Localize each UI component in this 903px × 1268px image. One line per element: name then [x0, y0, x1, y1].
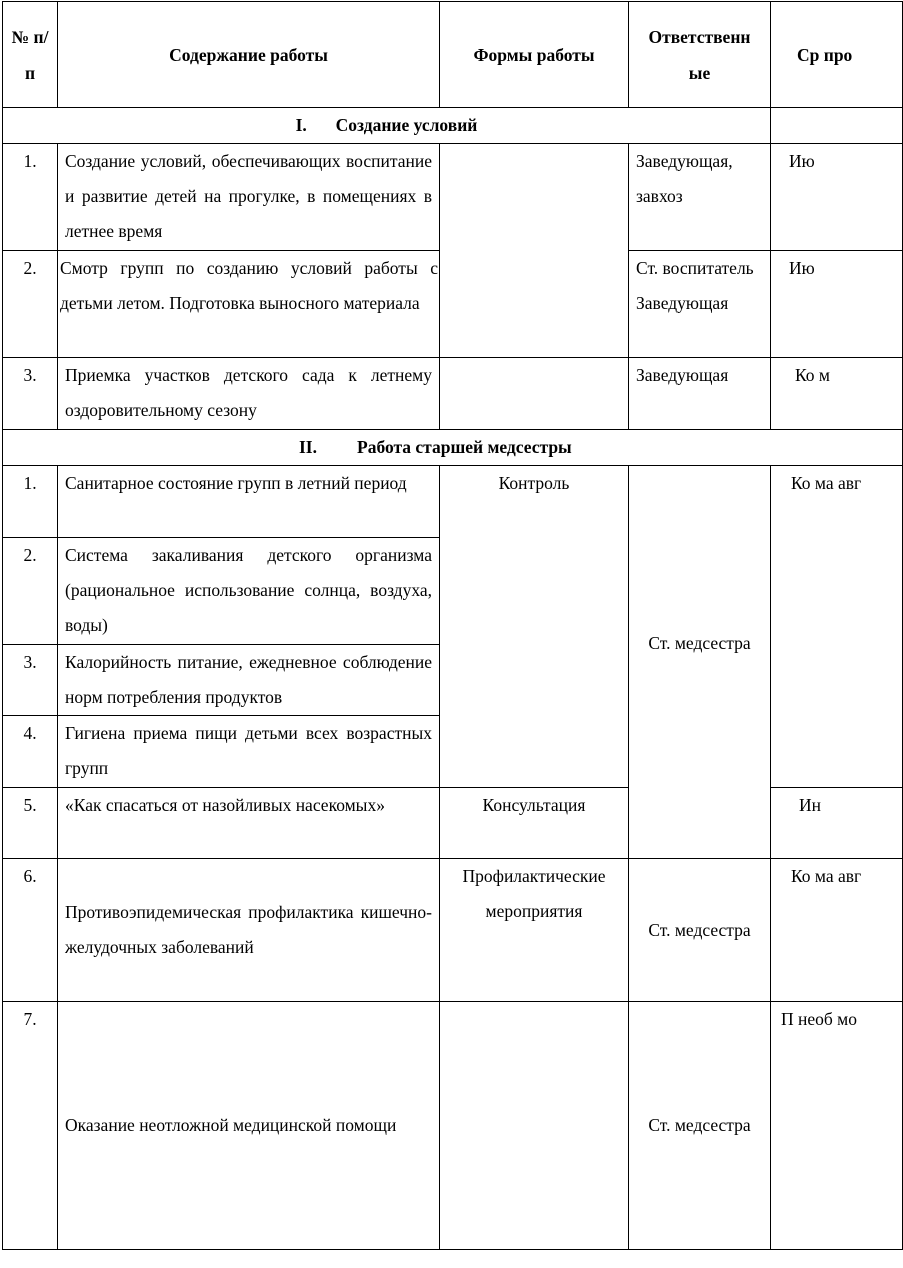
header-due: Ср про: [771, 2, 903, 108]
row-due: П необ мо: [771, 1002, 903, 1250]
row-number: 4.: [3, 716, 58, 788]
section-title: I. Создание условий: [3, 108, 771, 144]
table-row: [3, 144, 903, 251]
due-consultation: Ин: [771, 788, 903, 859]
row-content: Смотр групп по созданию условий работы с детьми летом. Подготовка выносного материала: [58, 251, 440, 358]
row-responsible: Заведующая, завхоз: [629, 144, 771, 251]
header-forms: Формы работы: [440, 2, 629, 108]
header-row: [3, 2, 903, 108]
row-content: «Как спасаться от назойливых насекомых»: [58, 788, 440, 859]
row-due: Ко м: [771, 358, 903, 430]
row-due: Ию: [771, 251, 903, 358]
row-due: Ию: [771, 144, 903, 251]
table-row: [3, 466, 903, 538]
header-num: № п/п: [3, 2, 58, 108]
form-prevention: Профилактические мероприятия: [440, 859, 629, 1002]
row-number: 6.: [3, 859, 58, 1002]
row-responsible: Ст. воспитатель Заведующая: [629, 251, 771, 358]
row-content: Приемка участков детского сада к летнему оздоровительному сезону: [58, 358, 440, 430]
row-content: Санитарное состояние групп в летний период: [58, 466, 440, 538]
row-number: 5.: [3, 788, 58, 859]
header-responsible: Ответственн ые: [629, 2, 771, 108]
row-content: Противоэпидемическая профилактика кишечно-желудочных заболеваний: [58, 859, 440, 1002]
table-row: [3, 1002, 903, 1250]
row-number: 7.: [3, 1002, 58, 1250]
row-number: 2.: [3, 251, 58, 358]
row-content: Оказание неотложной медицинской помощи: [58, 1002, 440, 1250]
responsible-nurse: Ст. медсестра: [629, 466, 771, 859]
row-number: 3.: [3, 645, 58, 716]
row-number: 3.: [3, 358, 58, 430]
table-row: [3, 358, 903, 430]
row-form: [440, 1002, 629, 1250]
row-responsible: Ст. медсестра: [629, 1002, 771, 1250]
row-number: 1.: [3, 466, 58, 538]
row-form: [440, 144, 629, 358]
row-content: Калорийность питание, ежедневное соблюдение норм потребления продуктов: [58, 645, 440, 716]
row-number: 2.: [3, 538, 58, 645]
header-content: Содержание работы: [58, 2, 440, 108]
row-content: Гигиена приема пищи детьми всех возрастных групп: [58, 716, 440, 788]
row-content: Система закаливания детского организма (рациональное использование солнца, воздуха, воды): [58, 538, 440, 645]
row-responsible: Заведующая: [629, 358, 771, 430]
section-title: II. Работа старшей медсестры: [3, 430, 903, 466]
row-content: Создание условий, обеспечивающих воспитание и развитие детей на прогулке, в помещениях в летнее время: [58, 144, 440, 251]
row-number: 1.: [3, 144, 58, 251]
section-row: [3, 108, 903, 144]
due-control: Ко ма авг: [771, 466, 903, 788]
form-control: Контроль: [440, 466, 629, 788]
row-form: [440, 358, 629, 430]
form-consultation: Консультация: [440, 788, 629, 859]
row-due: Ко ма авг: [771, 859, 903, 1002]
table-row: [3, 859, 903, 1002]
section-empty-cell: [771, 108, 903, 144]
row-responsible: Ст. медсестра: [629, 859, 771, 1002]
section-row: [3, 430, 903, 466]
work-plan-table: [2, 1, 903, 1250]
